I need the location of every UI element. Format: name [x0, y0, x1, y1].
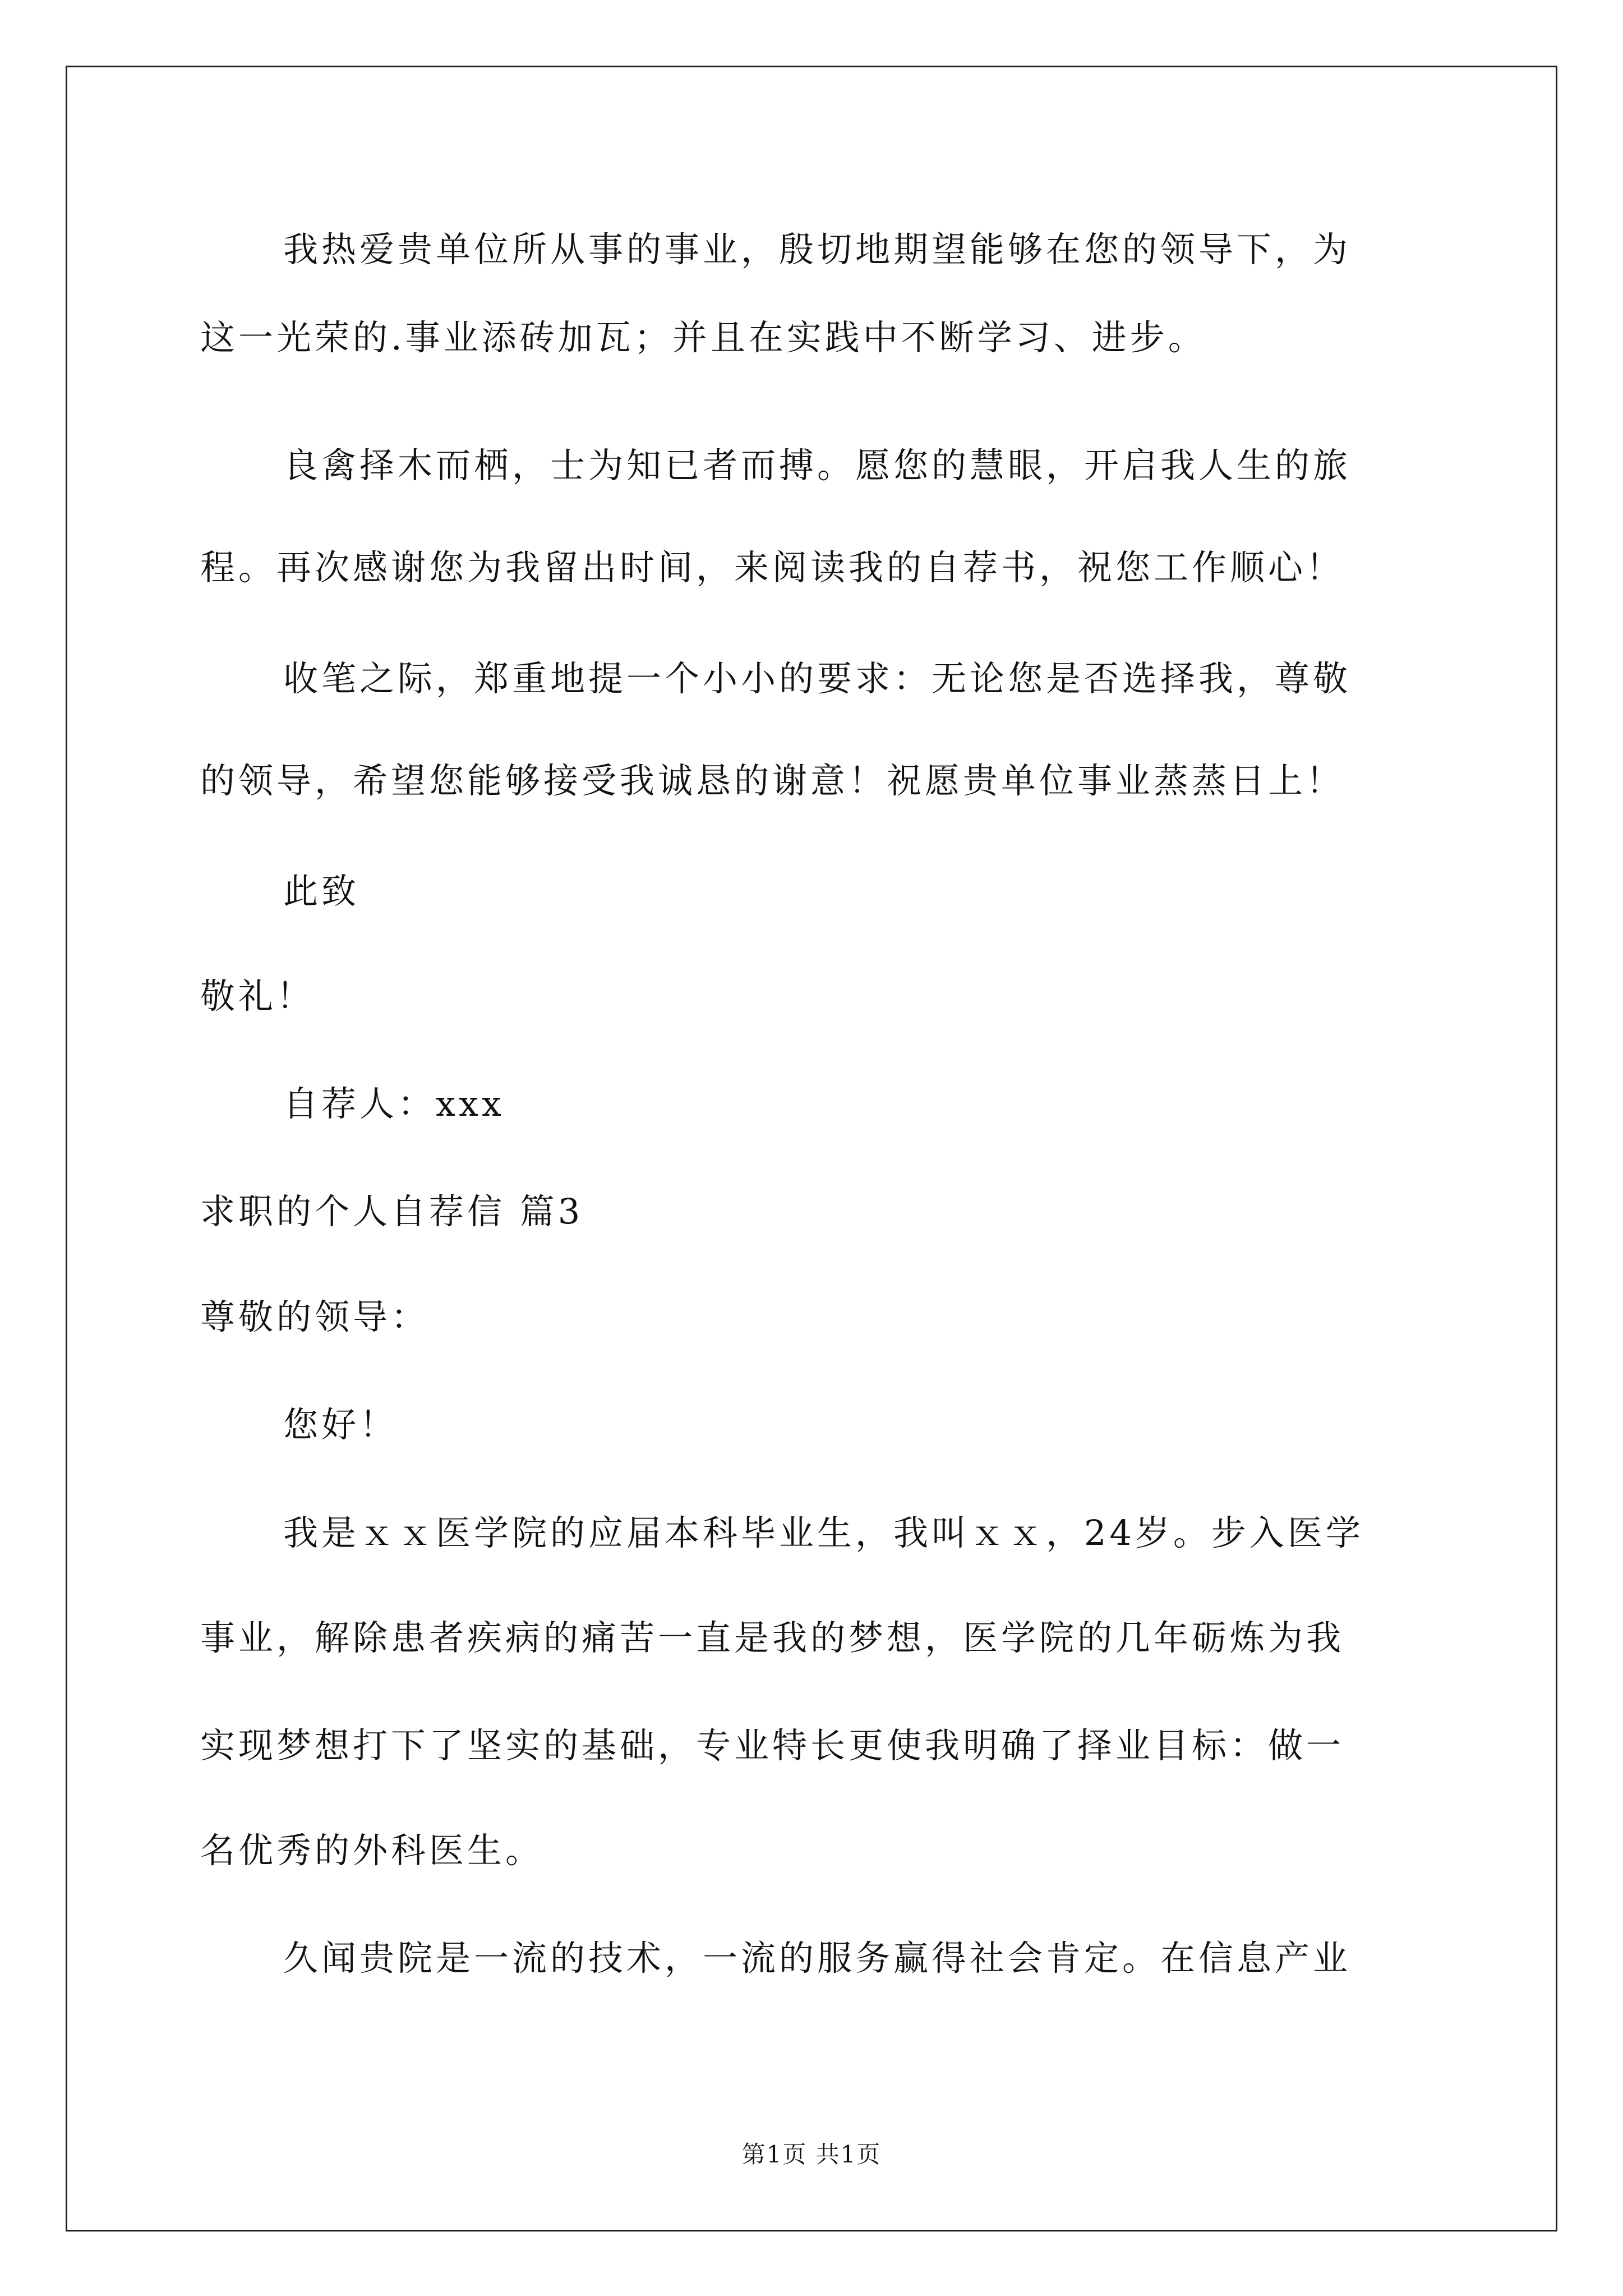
page-footer: 第1页 共1页: [741, 2141, 882, 2168]
salutation-line: 敬礼！: [200, 976, 315, 1016]
paragraph-line: 程。再次感谢您为我留出时间，来阅读我的自荐书，祝您工作顺心！: [200, 547, 1345, 588]
paragraph-line: 收笔之际，郑重地提一个小小的要求：无论您是否选择我，尊敬: [283, 658, 1352, 699]
paragraph-line: 的领导，希望您能够接受我诚恳的谢意！祝愿贵单位事业蒸蒸日上！: [200, 760, 1345, 801]
paragraph-line: 良禽择木而栖，士为知已者而搏。愿您的慧眼，开启我人生的旅: [283, 445, 1352, 486]
section-heading: 求职的个人自荐信 篇3: [200, 1191, 584, 1232]
signature-line: 自荐人：xxx: [283, 1083, 505, 1124]
paragraph-line: 事业，解除患者疾病的痛苦一直是我的梦想，医学院的几年砺炼为我: [200, 1617, 1345, 1658]
greeting-line: 尊敬的领导：: [200, 1296, 430, 1337]
paragraph-line: 实现梦想打下了坚实的基础，专业特长更使我明确了择业目标：做一: [200, 1725, 1345, 1766]
paragraph-line: 久闻贵院是一流的技术，一流的服务赢得社会肯定。在信息产业: [283, 1938, 1352, 1978]
paragraph-line: 我是ｘｘ医学院的应届本科毕业生，我叫ｘｘ，24岁。步入医学: [283, 1512, 1364, 1553]
paragraph-line: 这一光荣的.事业添砖加瓦；并且在实践中不断学习、进步。: [200, 317, 1206, 358]
paragraph-line: 我热爱贵单位所从事的事业，殷切地期望能够在您的领导下，为: [283, 229, 1352, 270]
paragraph-line: 名优秀的外科医生。: [200, 1830, 544, 1871]
greeting-line: 您好！: [283, 1404, 398, 1445]
salutation-line: 此致: [283, 871, 360, 912]
page-border: [66, 66, 1557, 2231]
